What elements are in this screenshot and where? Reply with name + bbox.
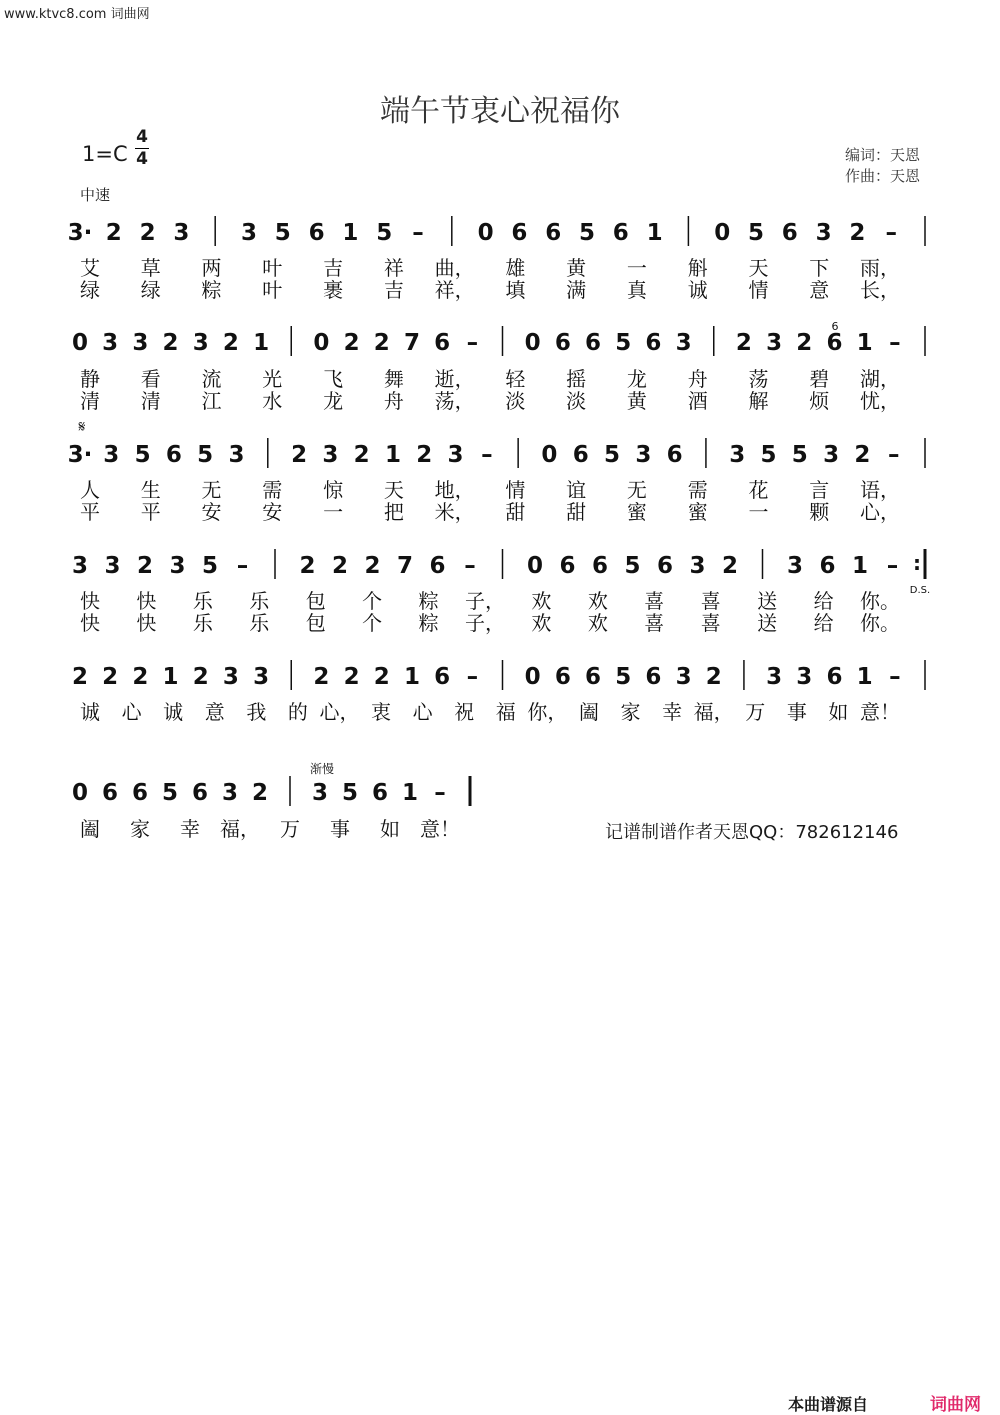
lyric-syllable: 蜜 [687, 500, 708, 524]
note: 3 [447, 442, 464, 468]
note: 6 [819, 553, 836, 579]
tempo-direction: 渐慢 [309, 762, 335, 776]
lyric-syllable: 心 [412, 700, 433, 724]
lyric-syllable: 斛 [687, 256, 708, 280]
note: 5 [615, 664, 632, 690]
lyric-syllable: 祝 [454, 700, 475, 724]
lyric-syllable: 舟 [687, 367, 708, 391]
lyric-syllable: 舞 [383, 367, 404, 391]
lyric-syllable: 烦 [809, 389, 830, 413]
note: 2 [331, 553, 349, 579]
note: 3 [222, 664, 239, 690]
note: 0 [524, 330, 541, 356]
note: 3 [104, 553, 121, 579]
lyric-syllable: 填 [505, 278, 526, 302]
note: 6 [585, 330, 602, 356]
lyric-syllable: 诚 [163, 700, 184, 724]
lyric-syllable: 平 [80, 500, 100, 524]
note: 3 [796, 664, 813, 690]
lyric-syllable: 快 [80, 611, 100, 635]
lyric-syllable: 两 [201, 256, 222, 280]
note: 6 [554, 330, 571, 356]
note: 2 [162, 330, 179, 356]
lyric-syllable: 粽 [418, 611, 439, 635]
note: 6 [645, 330, 662, 356]
note: 2 [364, 553, 381, 579]
lyric-syllable: 龙 [626, 367, 647, 391]
lyric-syllable: 情 [748, 278, 769, 302]
lyric-syllable: 绿 [80, 278, 100, 302]
lyric-syllable: 心 [121, 700, 142, 724]
composer-credit: 作曲：天恩 [844, 167, 920, 185]
note: 2 [102, 664, 119, 690]
note: 1 [856, 330, 873, 356]
note: 2 [721, 553, 739, 579]
lyric-syllable: 叶 [262, 256, 283, 280]
lyric-syllable: 荡， [434, 389, 475, 413]
lyric-syllable: 衷 [371, 700, 392, 724]
note: 2 [105, 220, 122, 246]
note: 6 [434, 664, 451, 690]
note: 2 [343, 664, 360, 690]
lyric-syllable: 长， [860, 278, 900, 302]
lyric-syllable: 诚 [80, 700, 100, 724]
lyric-syllable: 草 [140, 256, 161, 280]
lyricist-credit: 编词：天恩 [844, 146, 920, 164]
lyric-syllable: 米， [434, 500, 475, 524]
lyric-syllable: 飞 [323, 367, 344, 391]
note: – [464, 553, 476, 579]
note: 6 [308, 220, 325, 246]
note: 0 [71, 780, 89, 806]
lyric-syllable: 甜 [505, 500, 526, 524]
lyric-syllable: 需 [262, 478, 283, 502]
lyric-syllable: 满 [566, 278, 587, 302]
note: 6 [434, 330, 451, 356]
note: 6 [585, 664, 602, 690]
lyric-syllable: 祥 [383, 256, 404, 280]
note: 3 [766, 664, 783, 690]
note: – [434, 780, 446, 806]
lyric-syllable: 福 [495, 700, 516, 724]
lyric-syllable: 吉 [323, 256, 344, 280]
note: – [236, 553, 249, 579]
note: 2 [373, 664, 390, 690]
lyric-syllable: 乐 [249, 589, 270, 613]
lyric-syllable: 乐 [192, 589, 213, 613]
note: 3 [173, 220, 190, 246]
note: – [889, 330, 901, 356]
lyric-syllable: 逝， [434, 367, 475, 391]
lyric-syllable: 事 [786, 700, 807, 724]
lyric-syllable: 裹 [323, 278, 344, 302]
note: 5 [134, 442, 151, 468]
note: 3 [192, 330, 209, 356]
note: 3 [102, 330, 119, 356]
note: 5 [274, 220, 291, 246]
note: 3· [67, 220, 93, 246]
lyric-syllable: 下 [809, 256, 830, 280]
note: 3 [786, 553, 804, 579]
lyric-syllable: 龙 [323, 389, 344, 413]
lyric-syllable: 意 [809, 278, 830, 302]
note: 6 [554, 664, 571, 690]
lyric-syllable: 给 [813, 611, 834, 635]
time-top: 4 [136, 127, 148, 147]
lyric-syllable: 吉 [383, 278, 404, 302]
lyric-syllable: 无 [626, 478, 647, 502]
lyric-syllable: 事 [330, 817, 350, 841]
lyric-syllable: 心， [319, 700, 360, 724]
note: 6 [572, 442, 589, 468]
note: 2 [222, 330, 239, 356]
note: 0 [541, 442, 558, 468]
lyric-syllable: 黄 [566, 256, 587, 280]
ds-marking: D.S. [909, 585, 931, 596]
note: 2 [796, 330, 813, 356]
note: 3 [228, 442, 245, 468]
lyric-syllable: 包 [305, 589, 326, 613]
note: 6 [781, 220, 798, 246]
note: 6 [826, 664, 843, 690]
note: 5 [747, 220, 765, 246]
lyric-syllable: 看 [140, 367, 161, 391]
lyric-syllable: 雨， [860, 256, 900, 280]
key-signature: 1=C [82, 142, 128, 166]
note: 0 [71, 330, 89, 356]
note: 1 [162, 664, 179, 690]
note: 1 [384, 442, 401, 468]
transcriber-credit: 记谱制谱作者天恩QQ：782612146 [605, 822, 899, 843]
lyric-syllable: 天 [383, 478, 404, 502]
note: 3 [729, 442, 746, 468]
note: 5 [578, 220, 596, 246]
note: 2 [71, 664, 89, 690]
lyric-syllable: 诚 [687, 278, 708, 302]
note: 5 [376, 220, 393, 246]
note: 3 [689, 553, 706, 579]
lyric-syllable: 忧， [860, 389, 900, 413]
lyric-syllable: 舟 [383, 389, 404, 413]
note: 6 [511, 220, 528, 246]
lyric-syllable: 惊 [323, 478, 344, 502]
lyric-syllable: 乐 [192, 611, 213, 635]
note: 3 [675, 664, 692, 690]
note: 3 [675, 330, 692, 356]
lyric-syllable: 我 [246, 700, 267, 724]
note: 1 [401, 780, 419, 806]
note: 2 [343, 330, 360, 356]
note: 6 [666, 442, 683, 468]
note: 3 [240, 220, 258, 246]
note: – [887, 442, 900, 468]
note: 0 [524, 664, 541, 690]
lyric-syllable: 福， [693, 700, 734, 724]
lyric-syllable: 静 [80, 367, 100, 391]
lyric-syllable: 粽 [201, 278, 222, 302]
lyric-syllable: 一 [626, 256, 647, 280]
note: 0 [526, 553, 544, 579]
note: 6 [371, 780, 389, 806]
source-label: 本曲谱源自 [788, 1395, 869, 1414]
note: 2 [854, 442, 871, 468]
lyric-syllable: 喜 [700, 611, 721, 635]
tempo-marking: 中速 [80, 186, 111, 204]
note: 2 [136, 553, 154, 579]
note: 5 [201, 553, 219, 579]
note: 0 [714, 220, 731, 246]
lyric-syllable: 欢 [587, 611, 608, 635]
note: 2 [353, 442, 370, 468]
lyric-syllable: 个 [362, 611, 383, 635]
lyric-syllable: 把 [383, 500, 404, 524]
note: 6 [591, 553, 609, 579]
lyric-syllable: 颗 [809, 500, 830, 524]
note: 6 [559, 553, 576, 579]
lyric-syllable: 一 [748, 500, 769, 524]
lyric-syllable: 子， [465, 611, 505, 635]
lyric-syllable: 阖 [578, 700, 599, 724]
lyric-syllable: 酒 [687, 389, 708, 413]
note: 1 [851, 553, 869, 579]
lyric-syllable: 意 [204, 700, 225, 724]
note: 3 [311, 780, 329, 806]
note: 5 [624, 553, 641, 579]
lyric-syllable: 黄 [626, 389, 647, 413]
lyric-syllable: 流 [201, 367, 222, 391]
lyric-syllable: 送 [757, 589, 778, 613]
note: 3 [253, 664, 270, 690]
note: 2 [705, 664, 722, 690]
note: 6 [545, 220, 562, 246]
lyric-syllable: 快 [136, 589, 157, 613]
note: 3 [221, 780, 239, 806]
lyric-syllable: 解 [748, 389, 769, 413]
lyric-syllable: 艾 [80, 256, 100, 280]
note: – [412, 220, 424, 246]
note: 5 [161, 780, 179, 806]
lyric-syllable: 包 [305, 611, 326, 635]
note: – [466, 330, 479, 356]
note: 3 [103, 442, 120, 468]
note: 3 [132, 330, 149, 356]
lyric-syllable: 家 [130, 817, 150, 841]
lyric-syllable: 清 [140, 389, 161, 413]
lyric-syllable: 湖， [860, 367, 900, 391]
lyric-syllable: 乐 [249, 611, 270, 635]
lyric-syllable: 天 [748, 256, 769, 280]
lyric-syllable: 安 [201, 500, 222, 524]
note: 5 [341, 780, 359, 806]
note: 2 [291, 442, 308, 468]
lyric-syllable: 个 [362, 589, 383, 613]
note: 6 [131, 780, 149, 806]
note: 2 [313, 664, 330, 690]
lyric-syllable: 摇 [566, 367, 587, 391]
lyric-syllable: 地， [434, 478, 475, 502]
lyric-syllable: 花 [748, 478, 769, 502]
note: – [886, 553, 899, 579]
lyric-syllable: 无 [201, 478, 222, 502]
lyric-syllable: 生 [140, 478, 161, 502]
note: – [889, 664, 901, 690]
lyric-syllable: 祥， [434, 278, 475, 302]
lyric-syllable: 意！ [420, 817, 460, 841]
note: 1 [342, 220, 359, 246]
note: 1 [856, 664, 873, 690]
lyric-syllable: 叶 [262, 278, 283, 302]
lyric-syllable: 送 [757, 611, 778, 635]
lyric-syllable: 快 [136, 611, 157, 635]
note: 6 [191, 780, 209, 806]
note: 7 [396, 553, 414, 579]
note: 5 [791, 442, 808, 468]
note: – [885, 220, 897, 246]
repeat-dots: : [913, 551, 921, 575]
lyric-syllable: 安 [262, 500, 283, 524]
lyric-syllable: 真 [626, 278, 647, 302]
lyric-syllable: 谊 [566, 478, 587, 502]
lyric-syllable: 欢 [587, 589, 608, 613]
lyric-syllable: 淡 [566, 389, 587, 413]
lyric-syllable: 万 [280, 817, 300, 841]
segno-sign: 𝄋 [78, 417, 86, 436]
lyric-syllable: 家 [620, 700, 641, 724]
lyric-syllable: 给 [813, 589, 834, 613]
note: 3 [635, 442, 652, 468]
note: 7 [403, 330, 420, 356]
note: 5 [197, 442, 214, 468]
lyric-syllable: 江 [201, 389, 222, 413]
time-bottom: 4 [136, 149, 148, 169]
lyric-syllable: 人 [80, 478, 100, 502]
note: 6 [826, 330, 843, 356]
lyric-syllable: 幸 [180, 817, 200, 841]
lyric-syllable: 曲， [434, 256, 475, 280]
lyric-syllable: 平 [140, 500, 161, 524]
note: 2 [373, 330, 390, 356]
note: 2 [251, 780, 269, 806]
note: 6 [645, 664, 662, 690]
lyric-syllable: 需 [687, 478, 708, 502]
lyric-syllable: 蜜 [626, 500, 647, 524]
lyric-syllable: 快 [80, 589, 100, 613]
lyric-syllable: 如 [380, 817, 400, 841]
lyric-syllable: 喜 [700, 589, 721, 613]
note: 6 [429, 553, 446, 579]
note: 0 [313, 330, 330, 356]
note: 0 [477, 220, 494, 246]
lyric-syllable: 的 [287, 700, 308, 724]
note: 2 [139, 220, 156, 246]
lyric-syllable: 轻 [505, 367, 526, 391]
lyric-syllable: 阖 [80, 817, 100, 841]
lyric-syllable: 万 [745, 700, 766, 724]
note: 1 [403, 664, 420, 690]
lyric-syllable: 你， [527, 700, 568, 724]
lyric-syllable: 福， [220, 817, 260, 841]
note: 2 [299, 553, 316, 579]
note: 3 [71, 553, 89, 579]
note: 1 [253, 330, 270, 356]
lyric-syllable: 情 [505, 478, 526, 502]
lyric-syllable: 绿 [140, 278, 161, 302]
note: 5 [615, 330, 632, 356]
note: 5 [760, 442, 777, 468]
note: – [466, 664, 479, 690]
note: 6 [612, 220, 629, 246]
note: 6 [656, 553, 674, 579]
brand-logo: 词曲网 [930, 1395, 981, 1415]
lyric-syllable: 粽 [418, 589, 439, 613]
note: 3· [67, 442, 93, 468]
note: 6 [165, 442, 182, 468]
lyric-syllable: 荡 [748, 367, 769, 391]
lyric-syllable: 你。 [860, 611, 900, 635]
lyric-syllable: 心， [860, 500, 900, 524]
note: 5 [604, 442, 621, 468]
lyric-syllable: 欢 [531, 611, 552, 635]
note: 2 [192, 664, 209, 690]
note: 3 [169, 553, 186, 579]
note: 3 [322, 442, 339, 468]
note: 3 [823, 442, 840, 468]
note: – [481, 442, 493, 468]
note: 3 [766, 330, 783, 356]
lyric-syllable: 语， [860, 478, 900, 502]
lyric-syllable: 如 [828, 700, 849, 724]
lyric-syllable: 子， [465, 589, 505, 613]
note: 2 [416, 442, 433, 468]
site-watermark: www.ktvc8.com 词曲网 [4, 7, 150, 22]
lyric-syllable: 你。 [860, 589, 900, 613]
lyric-syllable: 喜 [644, 611, 665, 635]
note: 1 [646, 220, 663, 246]
note: 2 [132, 664, 149, 690]
note: 2 [735, 330, 752, 356]
lyric-syllable: 清 [80, 389, 100, 413]
note: 6 [101, 780, 119, 806]
lyric-syllable: 光 [262, 367, 283, 391]
lyric-syllable: 碧 [809, 367, 830, 391]
note: 2 [849, 220, 866, 246]
lyric-syllable: 意！ [860, 700, 900, 724]
lyric-syllable: 一 [323, 500, 344, 524]
grace-note: 6 [831, 320, 839, 333]
lyric-syllable: 幸 [662, 700, 683, 724]
lyric-syllable: 水 [262, 389, 283, 413]
note: 3 [815, 220, 832, 246]
lyric-syllable: 雄 [505, 256, 526, 280]
lyric-syllable: 淡 [505, 389, 526, 413]
lyric-syllable: 喜 [644, 589, 665, 613]
lyric-syllable: 欢 [531, 589, 552, 613]
lyric-syllable: 言 [809, 478, 830, 502]
song-title: 端午节衷心祝福你 [380, 94, 620, 129]
lyric-syllable: 甜 [566, 500, 587, 524]
